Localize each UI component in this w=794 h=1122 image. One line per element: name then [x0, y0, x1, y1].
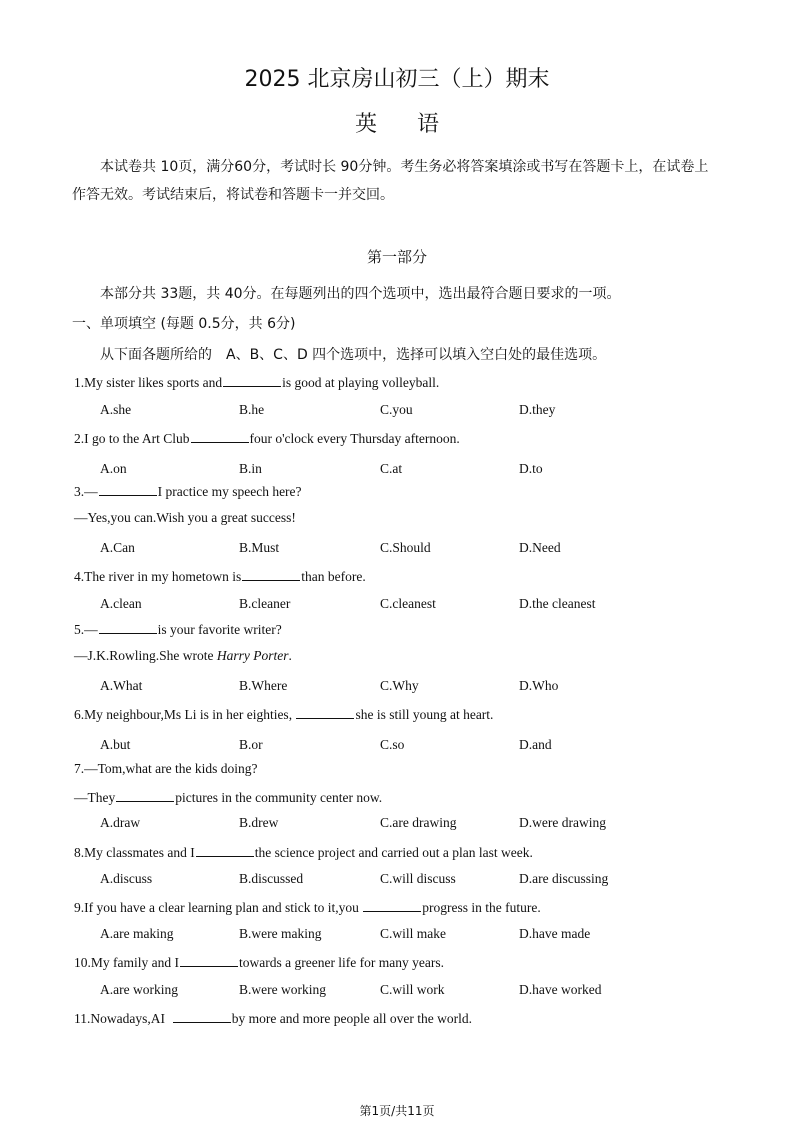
- section-title: 一、单项填空 (每题 0.5分，共 6分): [72, 316, 296, 332]
- option: B.cleaner: [239, 596, 291, 611]
- question-2-stem: 2.I go to the Art Club: [74, 431, 190, 446]
- option: B.or: [239, 737, 263, 752]
- option: A.draw: [100, 815, 141, 830]
- reply-text: —They: [74, 790, 116, 805]
- option: D.Need: [519, 540, 561, 555]
- question-10-stem: 10.My family and I: [74, 955, 179, 970]
- option: D.are discussing: [519, 871, 609, 886]
- option: C.will discuss: [380, 871, 456, 886]
- question-9-stem-end: progress in the future.: [422, 900, 541, 915]
- question-6: [74, 706, 493, 723]
- question-4-stem-end: than before.: [301, 569, 366, 584]
- question-11-stem-end: by more and more people all over the world.: [231, 1011, 473, 1026]
- question-7-reply: [74, 789, 382, 806]
- question-1-stem-end: is good at playing volleyball.: [282, 375, 440, 390]
- answer-blank: [99, 621, 157, 634]
- answer-blank: [363, 899, 421, 912]
- answer-blank: [99, 483, 157, 496]
- reply-period: .: [288, 648, 292, 663]
- option: A.discuss: [100, 871, 153, 886]
- reply-text: —J.K.Rowling.She wrote: [74, 648, 217, 663]
- option: D.have worked: [519, 982, 602, 997]
- option: B.in: [239, 461, 262, 476]
- option: B.discussed: [239, 871, 304, 886]
- option: A.on: [100, 461, 127, 476]
- question-11: [74, 1010, 472, 1027]
- option: A.What: [100, 678, 143, 693]
- option: C.Why: [380, 678, 419, 693]
- exam-intro: 本试卷共 10页，满分60分，考试时长 90分钟。考生务必将答案填涂或书写在答题卡上，在试卷上作答无效。考试结束后，将试卷和答题卡一并交回。: [72, 159, 709, 203]
- question-6-stem-end: she is still young at heart.: [355, 707, 494, 722]
- option: C.cleanest: [380, 596, 436, 611]
- part-title: 第一部分: [366, 248, 427, 266]
- question-6-stem: 6.My neighbour,Ms Li is in her eighties,: [74, 707, 293, 722]
- option: B.were making: [239, 926, 322, 941]
- question-10-stem-end: towards a greener life for many years.: [238, 955, 445, 970]
- option: A.are working: [100, 982, 178, 997]
- option: C.are drawing: [380, 815, 457, 830]
- question-11-stem: 11.Nowadays,AI: [74, 1011, 165, 1026]
- answer-blank: [196, 844, 254, 857]
- option: A.clean: [100, 596, 142, 611]
- option: B.Where: [239, 678, 288, 693]
- option: D.have made: [519, 926, 591, 941]
- option: C.will make: [380, 926, 446, 941]
- question-1-stem: 1.My sister likes sports and: [74, 375, 223, 390]
- question-4: [74, 568, 366, 585]
- question-3: [74, 483, 302, 500]
- question-5-stem-end: is your favorite writer?: [157, 622, 282, 637]
- option: B.he: [239, 402, 265, 417]
- answer-blank: [223, 374, 281, 387]
- question-8-stem: 8.My classmates and I: [74, 845, 195, 860]
- question-3-stem: 3.—: [74, 484, 98, 499]
- option: C.Should: [380, 540, 431, 555]
- question-2: [74, 430, 460, 447]
- exam-title: 2025 北京房山初三（上）期末: [244, 67, 550, 92]
- option: C.you: [380, 402, 413, 417]
- option: D.Who: [519, 678, 559, 693]
- option: D.to: [519, 461, 543, 476]
- question-1: [74, 374, 439, 391]
- question-5-stem: 5.—: [74, 622, 98, 637]
- question-3-reply: —Yes,you can.Wish you a great success!: [74, 510, 296, 525]
- exam-subject: 英语: [354, 112, 479, 137]
- answer-blank: [180, 954, 238, 967]
- part-description: 本部分共 33题，共 40分。在每题列出的四个选项中，选出最符合题日要求的一项。: [100, 286, 621, 302]
- question-10: [74, 954, 444, 971]
- question-8-stem-end: the science project and carried out a plan last week.: [254, 845, 533, 860]
- question-3-stem-end: I practice my speech here?: [157, 484, 302, 499]
- answer-blank: [191, 430, 249, 443]
- reply-text-end: pictures in the community center now.: [175, 790, 383, 805]
- answer-blank: [242, 568, 300, 581]
- option: C.at: [380, 461, 403, 476]
- question-7: 7.—Tom,what are the kids doing?: [74, 761, 258, 776]
- question-5-reply: [74, 648, 292, 664]
- question-9-stem: 9.If you have a clear learning plan and stick to it,you: [74, 900, 359, 915]
- option: A.but: [100, 737, 131, 752]
- question-8: [74, 844, 533, 861]
- answer-blank: [296, 706, 354, 719]
- option: B.Must: [239, 540, 280, 555]
- question-2-stem-end: four o'clock every Thursday afternoon.: [249, 431, 460, 446]
- option: D.and: [519, 737, 552, 752]
- question-9: [74, 899, 541, 916]
- answer-blank: [173, 1010, 231, 1023]
- option: C.so: [380, 737, 405, 752]
- option: A.Can: [100, 540, 135, 555]
- book-title: Harry Porter: [216, 648, 289, 663]
- option: B.were working: [239, 982, 326, 997]
- option: A.she: [100, 402, 132, 417]
- answer-blank: [116, 789, 174, 802]
- option: D.the cleanest: [519, 596, 596, 611]
- option: D.were drawing: [519, 815, 606, 830]
- option: A.are making: [100, 926, 174, 941]
- option: B.drew: [239, 815, 279, 830]
- option: C.will work: [380, 982, 445, 997]
- page-number: 第1页/共11页: [359, 1104, 435, 1118]
- question-5: [74, 621, 282, 638]
- option: D.they: [519, 402, 556, 417]
- question-4-stem: 4.The river in my hometown is: [74, 569, 242, 584]
- section-instruction: 从下面各题所给的 A、B、C、D 四个选项中，选择可以填入空白处的最佳选项。: [100, 347, 607, 363]
